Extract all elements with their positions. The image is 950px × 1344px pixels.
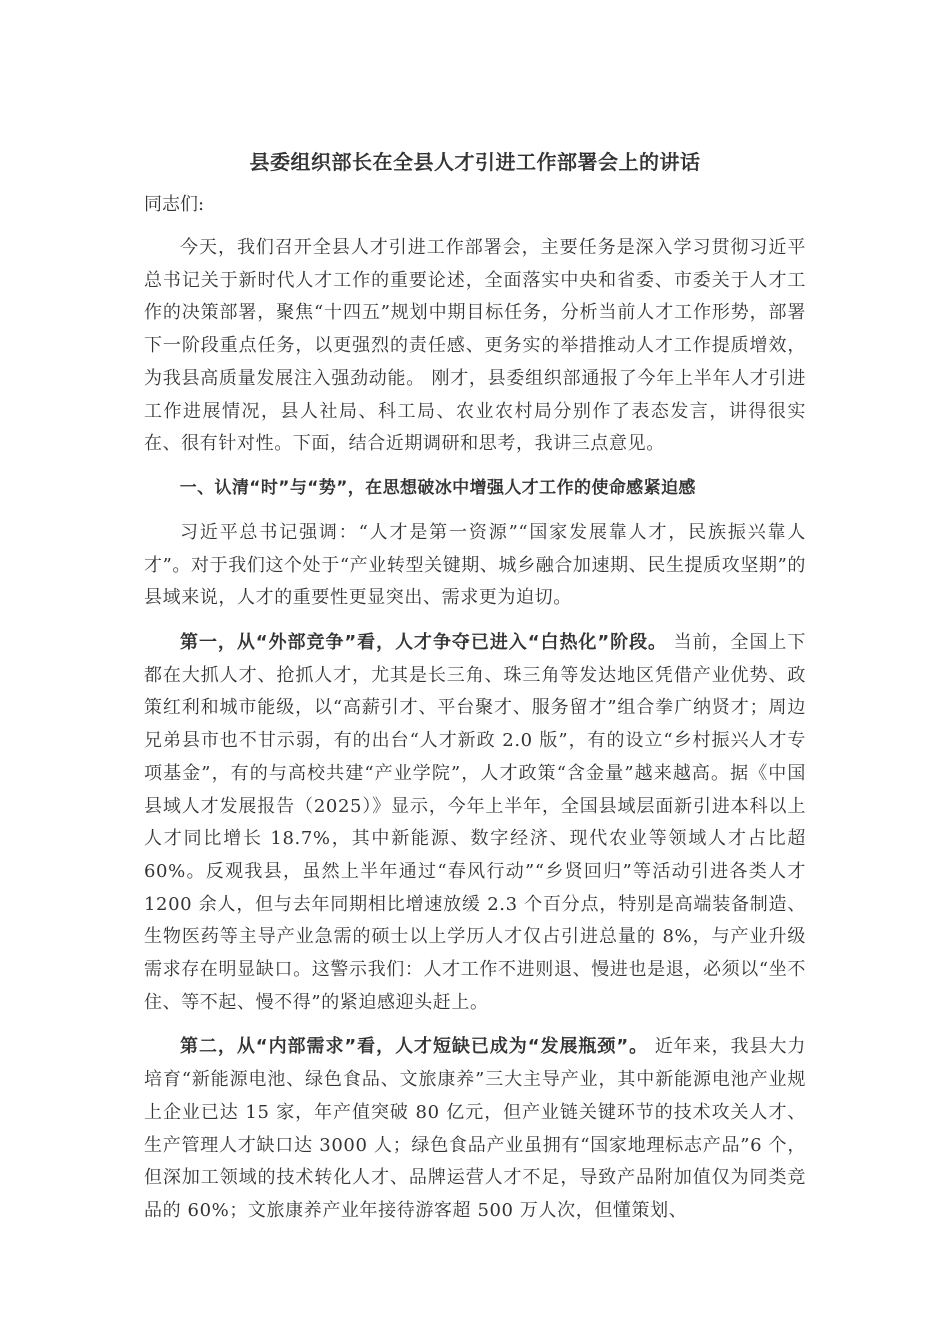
- section1-paragraph: 习近平总书记强调：“人才是第一资源”“国家发展靠人才，民族振兴靠人才”。对于我们这个处于“产业转型关键期、城乡融合加速期、民生提质攻坚期”的县域来说，人才的重要性更显突出、需求更为迫切。: [144, 521, 806, 609]
- intro-paragraph: 今天，我们召开全县人才引进工作部署会，主要任务是深入学习贯彻习近平总书记关于新时代人才工作的重要论述，全面落实中央和省委、市委关于人才工作的决策部署，聚焦“十四五”规划中期目标任务，分析当前人才工作形势，部署下一阶段重点任务，以更强烈的责任感、更务实的举措推动人才工作提质增效，为我县高质量发展注入强劲动能。 刚才，县委组织部通报了今年上半年人才引进工作进展情况，县人社局、科工局、农业农村局分别作了表态发言，讲得很实在、很有针对性。下面，结合近期调研和思考，我讲三点意见。: [144, 237, 806, 455]
- point2-lead: 第二，从“内部需求”看，人才短缺已成为“发展瓶颈”。: [180, 1036, 649, 1058]
- point1-body: 当前，全国上下都在大抓人才、抢抓人才，尤其是长三角、珠三角等发达地区凭借产业优势、政策红利和城市能级，以“高薪引才、平台聚才、服务留才”组合拳广纳贤才；周边兄弟县市也不甘示弱，有的出台“人才新政 2.0 版”，有的设立“乡村振兴人才专项基金”，有的与高校共建“产业学院”，人才政策“含金量”越来越高。据《中国县域人才发展报告（2025）》显示，今年上半年，全国县域层面新引进本科以上人才同比增长 18.7%，其中新能源、数字经济、现代农业等领域人才占比超 60%。反观我县，虽然上半年通过“春风行动”“乡贤回归”等活动引进各类人才 1200 余人，但与去年同期相比增速放缓 2.3 个百分点，特别是高端装备制造、生物医药等主导产业急需的硕士以上学历人才仅占引进总量的 8%，与产业升级需求存在明显缺口。这警示我们：人才工作不进则退、慢进也是退，必须以“坐不住、等不起、慢不得”的紧迫感迎头赶上。: [144, 632, 806, 1013]
- point1-lead: 第一，从“外部竞争”看，人才争夺已进入“白热化”阶段。: [180, 632, 667, 654]
- document-page: [144, 148, 806, 1240]
- section-heading-1: 一、认清“时”与“势”，在思想破冰中增强人才工作的使命感紧迫感: [179, 477, 696, 498]
- point1-paragraph: [144, 627, 806, 1019]
- salutation: 同志们:: [144, 194, 205, 215]
- point2-paragraph: [144, 1031, 806, 1227]
- page-title: 县委组织部长在全县人才引进工作部署会上的讲话: [249, 150, 701, 174]
- point2-body: 近年来，我县大力培育“新能源电池、绿色食品、文旅康养”三大主导产业，其中新能源电池产业规上企业已达 15 家，年产值突破 80 亿元，但产业链关键环节的技术攻关人才、生产管理人才缺口达 3000 人；绿色食品产业虽拥有“国家地理标志产品”6 个，但深加工领域的技术转化人才、品牌运营人才不足，导致产品附加值仅为同类竞品的 60%；文旅康养产业年接待游客超 500 万人次，但懂策划、: [144, 1036, 806, 1221]
